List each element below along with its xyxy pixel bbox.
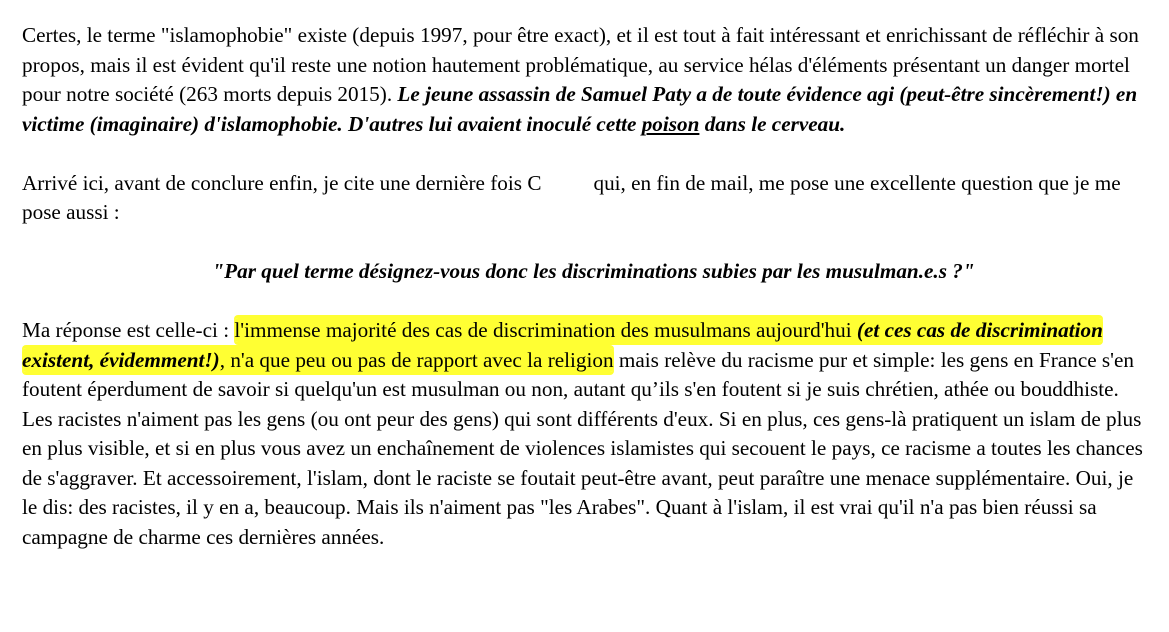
paragraph-1-emphasis-end: dans le cerveau. (699, 111, 846, 136)
document-body (22, 21, 1147, 552)
paragraph-1-emphasis: Le jeune assassin de Samuel Paty a de toute évidence agi (peut-être sincèrement!) en victime (imaginaire) d'islamophobie. D'autres lui avaient inoculé cette (22, 82, 1138, 136)
paragraph-3-intro: Ma réponse est celle-ci : (22, 318, 235, 342)
paragraph-2-text-end: qui, en fin de mail, me pose une excellente question que je me pose aussi : (22, 170, 1121, 224)
highlighted-emphasis: (et ces cas de discrimination existent, évidemment!) (22, 318, 1103, 372)
paragraph-2 (22, 169, 1147, 228)
paragraph-3-rest: mais relève du racisme pur et simple: les gens en France s'en foutent éperdument de savoir si quelqu'un est musulman ou non, autant qu’ils s'en foutent si je suis chrétien, athée ou bouddhiste. Les racistes n'aiment pas les gens (ou ont peur des gens) qui sont différents d'eux. Si en plus, ces gens-là pratiquent un islam de plus en plus visible, et si en plus vous avez un enchaînement de violences islamistes qui secouent le pays, ce racisme a toutes les chances de s'aggraver. Et accessoirement, l'islam, dont le raciste se foutait peut-être avant, peut paraître une menace supplémentaire. Oui, je le dis: des racistes, il y en a, beaucoup. Mais ils n'aiment pas "les Arabes". Quant à l'islam, il est vrai qu'il n'a pas bien réussi sa campagne de charme ces dernières années. (22, 347, 1143, 549)
quoted-question: "Par quel terme désignez-vous donc les discriminations subies par les musulman.e.s ?" (212, 259, 975, 283)
paragraph-1 (22, 21, 1147, 139)
highlighted-text-start: l'immense majorité des cas de discrimination des musulmans aujourd'hui (234, 318, 857, 342)
highlighted-text-end: , n'a que peu ou pas de rapport avec la religion (219, 347, 614, 372)
paragraph-3 (22, 316, 1147, 552)
paragraph-1-text: Certes, le terme "islamophobie" existe (depuis 1997, pour être exact), et il est tout à fait intéressant et enrichissant de réfléchir à son propos, mais il est évident qu'il reste une notion hautement problématique, au service hélas d'éléments présentant un danger mortel pour notre société (263 morts depuis 2015). (22, 23, 1139, 106)
underlined-word: poison (641, 111, 700, 136)
paragraph-2-text-start: Arrivé ici, avant de conclure enfin, je cite une dernière fois C (22, 170, 542, 195)
